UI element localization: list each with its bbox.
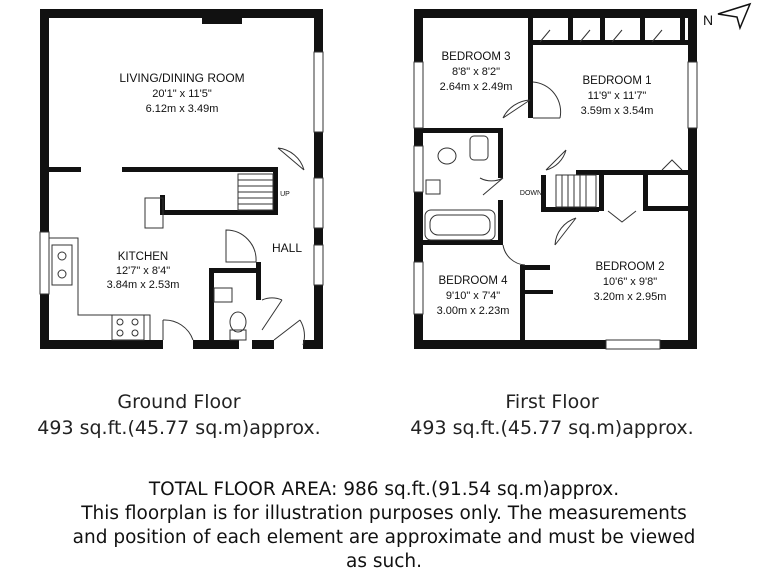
room-size-metric-kitchen: 3.84m x 2.53m — [106, 279, 180, 291]
disclaimer-line: and position of each element are approximate and must be viewed — [72, 527, 696, 548]
first-floor-title: First Floor — [505, 391, 599, 413]
compass — [703, 4, 750, 28]
room-name-bedroom-2: BEDROOM 2 — [595, 261, 665, 273]
first-floor-caption — [382, 389, 722, 441]
ground-floor-area: 493 sq.ft.(45.77 sq.m)approx. — [37, 417, 321, 439]
first-floor-doors — [480, 30, 682, 265]
first-floor-area: 493 sq.ft.(45.77 sq.m)approx. — [410, 417, 694, 439]
bathroom-fixtures — [425, 136, 495, 240]
disclaimer-line: as such. — [346, 551, 422, 572]
room-name-living-dining: LIVING/DINING ROOM — [119, 71, 245, 85]
room-size-metric-bedroom-3: 2.64m x 2.49m — [439, 81, 513, 93]
room-size-imperial-bedroom-2: 10'6" x 9'8" — [602, 276, 658, 288]
ground-floor-caption — [0, 389, 358, 441]
first-floor-plan — [414, 9, 697, 349]
ground-floor-stairs — [238, 174, 273, 210]
room-size-imperial-bedroom-3: 8'8" x 8'2" — [451, 66, 501, 78]
room-size-metric-bedroom-2: 3.20m x 2.95m — [593, 291, 667, 303]
ground-floor-walls — [40, 9, 323, 349]
room-name-bedroom-1: BEDROOM 1 — [582, 75, 652, 87]
stairs-label-up: UP — [280, 191, 290, 198]
footer — [0, 478, 768, 574]
room-name-bedroom-3: BEDROOM 3 — [441, 51, 511, 63]
room-size-imperial-bedroom-1: 11'9" x 11'7" — [587, 90, 647, 102]
room-size-imperial-bedroom-4: 9'10" x 7'4" — [445, 290, 501, 302]
compass-north-label: N — [703, 12, 714, 28]
room-size-imperial-kitchen: 12'7" x 8'4" — [115, 265, 171, 277]
cloakroom-fixtures — [214, 288, 246, 340]
first-floor-stairs — [556, 175, 596, 207]
room-name-kitchen: KITCHEN — [117, 251, 169, 263]
ground-floor-plan — [40, 9, 323, 349]
room-size-metric-living-dining: 6.12m x 3.49m — [145, 103, 219, 115]
room-size-metric-bedroom-4: 3.00m x 2.23m — [436, 305, 510, 317]
room-name-bedroom-4: BEDROOM 4 — [438, 275, 508, 287]
ground-floor-title: Ground Floor — [117, 391, 241, 413]
disclaimer-line: This floorplan is for illustration purposes only. The measurements — [81, 503, 687, 524]
room-name-hall: HALL — [271, 241, 303, 255]
room-size-metric-bedroom-1: 3.59m x 3.54m — [580, 105, 654, 117]
stairs-label-down: DOWN — [519, 190, 543, 197]
room-size-imperial-living-dining: 20'1" x 11'5" — [152, 88, 212, 100]
total-floor-area: TOTAL FLOOR AREA: 986 sq.ft.(91.54 sq.m)approx. — [148, 479, 620, 500]
north-arrow-icon — [718, 4, 750, 28]
